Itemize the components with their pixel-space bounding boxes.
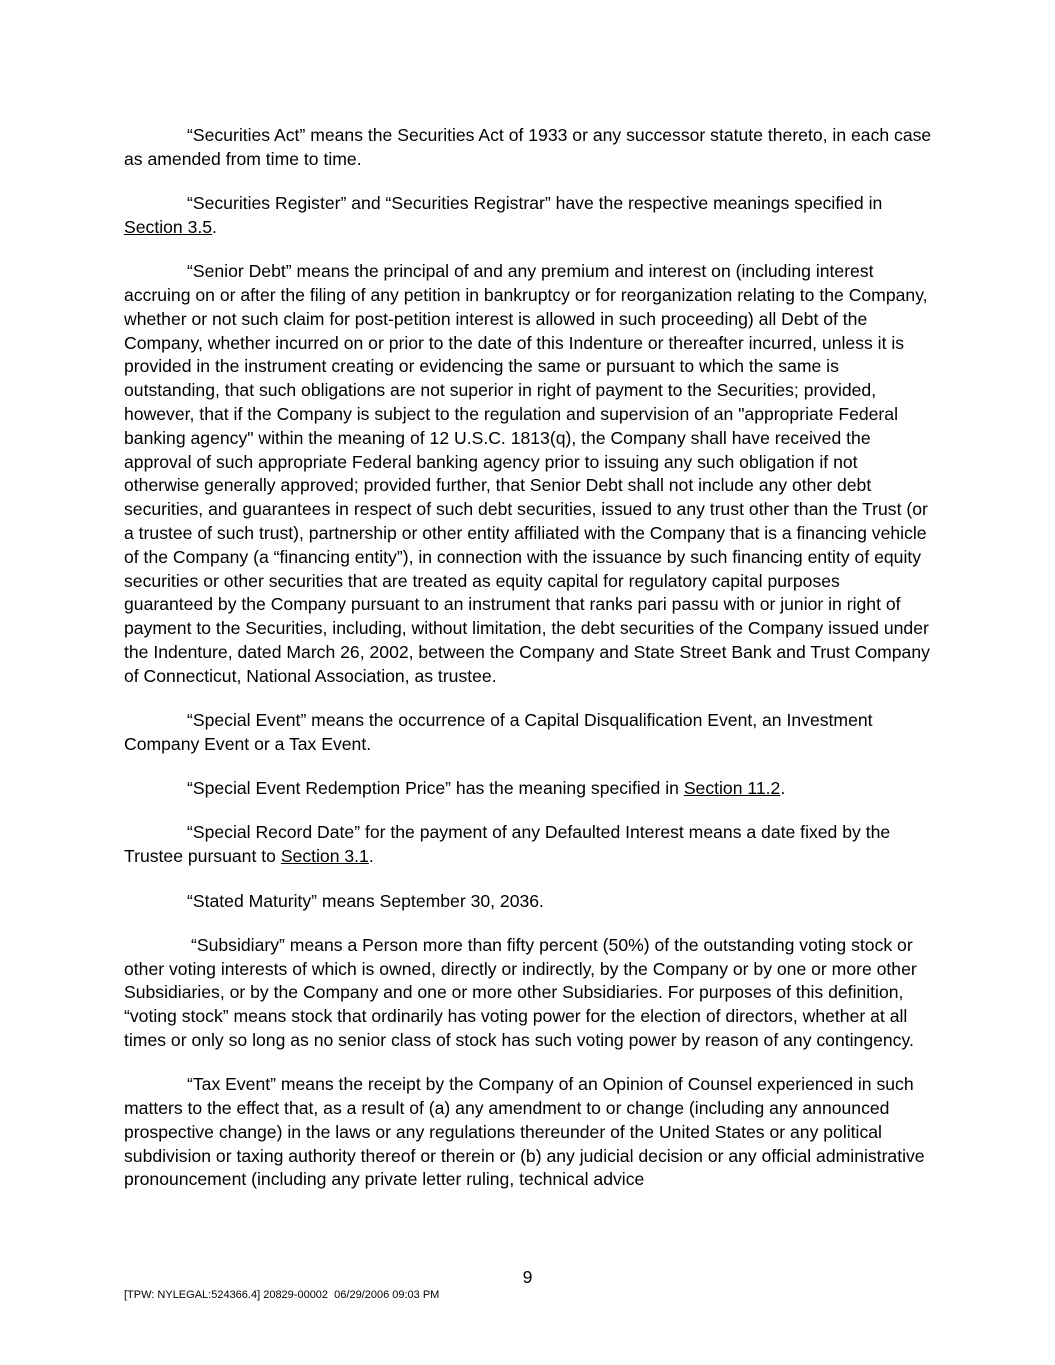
definition-special-event-redemption-price bbox=[124, 777, 932, 801]
definition-securities-register bbox=[124, 192, 932, 240]
paragraph-end: . bbox=[368, 846, 374, 867]
document-footer-id: [TPW: NYLEGAL:524366.4] 20829-00002 06/29/2006 09:03 PM bbox=[124, 1289, 440, 1301]
definition-senior-debt bbox=[124, 260, 932, 688]
page-number: 9 bbox=[522, 1267, 533, 1287]
section-reference: Section 3.1 bbox=[280, 846, 369, 867]
paragraph-text: “Senior Debt” means the principal of and any premium and interest on (including interest accruing on or after the filing of any petition in bankruptcy or for reorganization relating to the Company, whether or not such claim for post-petition interest is allowed in such proceeding) all Debt of the Company, whether incurred on or prior to the date of this Indenture or thereafter incurred, unless it is provided in the instrument creating or evidencing the same or pursuant to which the same is outstanding, that such obligations are not superior in right of payment to the Securities; provided, however, that if the Company is subject to the regulation and supervision of an "appropriate Federal banking agency" within the meaning of 12 U.S.C. 1813(q), the Company shall have received the approval of such appropriate Federal banking agency prior to issuing any such obligation if not otherwise generally approved; provided further, that Senior Debt shall not include any other debt securities, and guarantees in respect of such debt securities, issued to any trust other than the Trust (or a trustee of such trust), partnership or other entity affiliated with the Company that is a financing vehicle of the Company (a “financing entity”), in connection with the issuance by such financing entity of equity securities or other securities that are treated as equity capital for regulatory capital purposes guaranteed by the Company pursuant to an instrument that ranks pari passu with or junior in right of payment to the Securities, including, without limitation, the debt securities of the Company issued under the Indenture, dated March 26, 2002, between the Company and State Street Bank and Trust Company of Connecticut, National Association, as trustee. bbox=[124, 261, 930, 686]
paragraph-text: “Securities Register” and “Securities Registrar” have the respective meanings specified in bbox=[187, 193, 883, 214]
definition-subsidiary bbox=[124, 934, 932, 1053]
paragraph-text: “Special Event” means the occurrence of a Capital Disqualification Event, an Investment Company Event or a Tax Event. bbox=[124, 710, 873, 754]
paragraph-text: “Stated Maturity” means September 30, 2036. bbox=[187, 890, 544, 911]
paragraph-text: “Subsidiary” means a Person more than fifty percent (50%) of the outstanding voting stock or other voting interests of which is owned, directly or indirectly, by the Company or by one or more other Subsidiaries, or by the Company and one or more other Subsidiaries. For purposes of this definition, “voting stock” means stock that ordinarily has voting power for the election of directors, whether at all times or only so long as no senior class of stock has such voting power by reason of any contingency. bbox=[124, 934, 917, 1050]
definition-special-record-date bbox=[124, 821, 932, 869]
document-body bbox=[124, 124, 932, 1213]
definition-stated-maturity bbox=[124, 890, 932, 914]
paragraph-end: . bbox=[212, 216, 217, 237]
paragraph-text: “Tax Event” means the receipt by the Company of an Opinion of Counsel experienced in such matters to the effect that, as a result of (a) any amendment to or change (including any announced prospective change) in the laws or any regulations thereunder of the United States or any political subdivision or taxing authority thereof or therein or (b) any judicial decision or any official administrative pronouncement (including any private letter ruling, technical advice bbox=[124, 1074, 925, 1190]
definition-special-event bbox=[124, 709, 932, 757]
definition-tax-event bbox=[124, 1073, 932, 1192]
paragraph-end: . bbox=[780, 778, 786, 799]
section-reference: Section 11.2 bbox=[683, 778, 781, 799]
paragraph-text: “Special Record Date” for the payment of any Defaulted Interest means a date fixed by the Trustee pursuant to bbox=[124, 822, 891, 867]
paragraph-text: “Special Event Redemption Price” has the meaning specified in bbox=[187, 778, 684, 799]
section-reference: Section 3.5 bbox=[124, 216, 213, 237]
definition-securities-act bbox=[124, 124, 932, 172]
paragraph-text: “Securities Act” means the Securities Act of 1933 or any successor statute thereto, in each case as amended from time to time. bbox=[124, 125, 932, 169]
